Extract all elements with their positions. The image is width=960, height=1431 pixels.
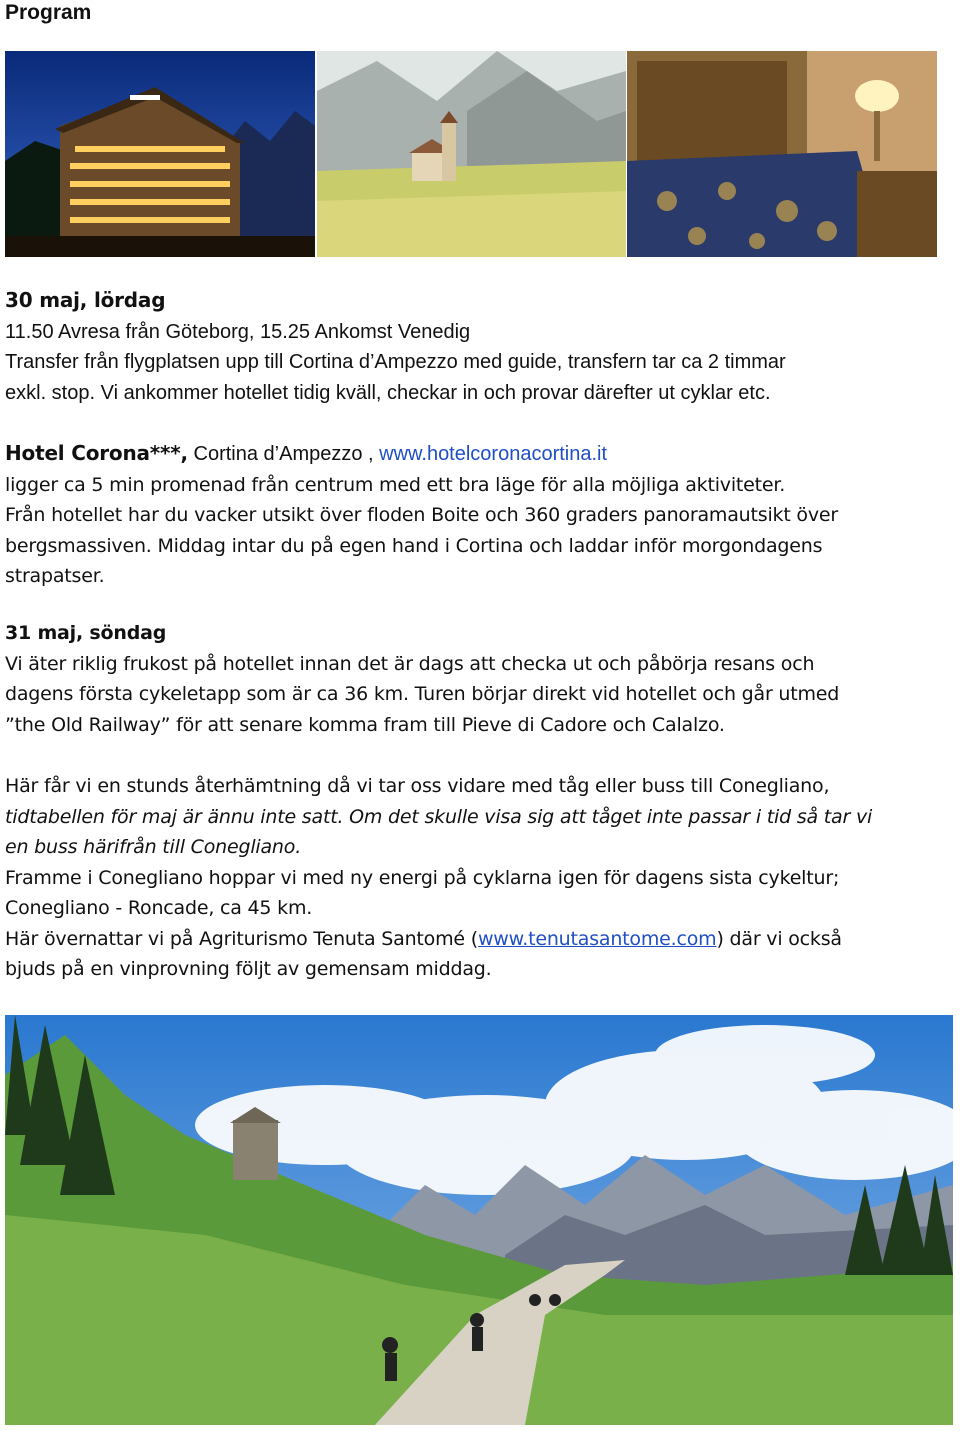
day2b-line2: tidtabellen för maj är ännu inte satt. Om det skulle visa sig att tåget inte passar i tid så tar vi [5,805,873,828]
day2-heading: 31 maj, söndag [5,622,167,644]
hotel-desc3: bergsmassiven. Middag intar du på egen hand i Cortina och laddar inför morgondagens [5,534,823,557]
hotel-link[interactable]: www.hotelcoronacortina.it [379,443,608,465]
day2-line3: ”the Old Railway” för att senare komma fram till Pieve di Cadore och Calalzo. [5,713,725,736]
day1-heading: 30 maj, lördag [5,288,166,312]
day2b-line4: Framme i Conegliano hoppar vi med ny energi på cyklarna igen för dagens sista cykeltur; [5,866,840,889]
cycling-mountains-photo [5,1015,953,1425]
day1-line3: exkl. stop. Vi ankommer hotellet tidig kväll, checkar in och provar därefter ut cyklar etc. [5,381,771,404]
day2-line2: dagens första cykeletapp som är ca 36 km. Turen börjar direkt vid hotellet och går utmed [5,683,840,705]
hotel-desc2: Från hotellet har du vacker utsikt över floden Boite och 360 graders panoramautsikt över [5,504,838,526]
day2-continued-section [5,771,955,985]
day1-section [5,285,955,408]
santome-link[interactable]: www.tenutasantome.com [477,927,717,950]
day2b-line1: Här får vi en stunds återhämtning då vi tar oss vidare med tåg eller buss till Conegliano, [5,775,830,797]
hotel-desc4: strapatser. [5,565,105,587]
day1-line1: 11.50 Avresa från Göteborg, 15.25 Ankomst Venedig [5,320,471,343]
bedroom-photo [627,51,937,257]
hotel-photo [5,51,315,257]
day2b-line5: Conegliano - Roncade, ca 45 km. [5,897,313,919]
hotel-name: Hotel Corona***, [5,441,188,465]
day2-line1: Vi äter riklig frukost på hotellet innan det är dags att checka ut och påbörja resans och [5,652,815,675]
page-title: Program [5,1,92,24]
day2b-line3: en buss härifrån till Conegliano. [5,836,302,858]
hotel-location: Cortina d’Ampezzo , [187,443,380,465]
hotel-desc1: ligger ca 5 min promenad från centrum med ett bra läge för alla möjliga aktiviteter. [5,473,786,496]
day2b-line7: bjuds på en vinprovning följt av gemensam middag. [5,958,492,980]
hotel-section [5,438,955,592]
day2-section [5,618,955,740]
day1-line2: Transfer från flygplatsen upp till Cortina d’Ampezzo med guide, transfern tar ca 2 timmar [5,351,786,373]
day2b-line6-pre: Här övernattar vi på Agriturismo Tenuta Santomé ( [5,927,478,950]
meadow-church-photo [317,51,626,257]
day2b-line6-post: ) där vi också [716,927,842,950]
